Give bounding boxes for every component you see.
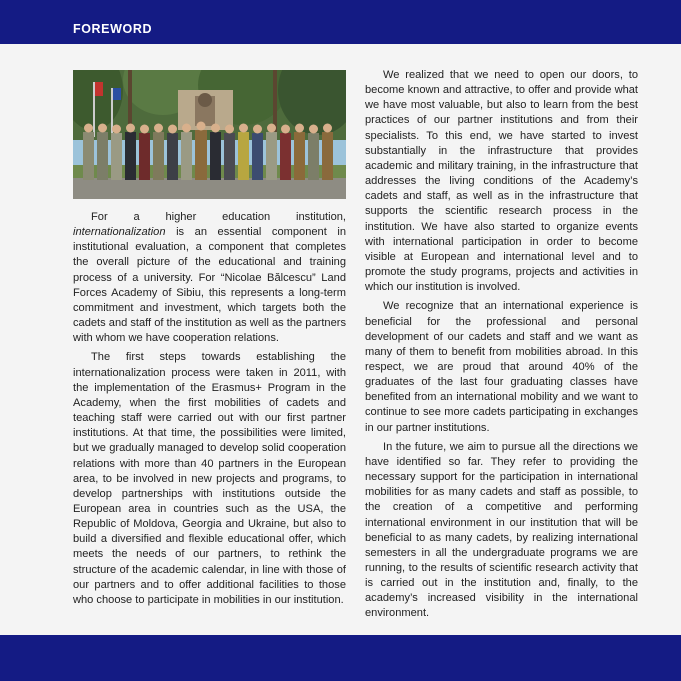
group-photo — [73, 70, 346, 199]
left-paragraph-2: The first steps towards establishing the internationalization process were taken in 2011, with the implementation of the Erasmus+ Program in the Academy, when the first mobilities of cadets and teaching staff were carried out with our first partner institutions. At that time, the possibilities were limited, but we gradually managed to develop solid cooperation relations with more than 40 partners in the European area, to be involved in new projects and programs, to develop partnerships with institutions outside the European area in countries such as the USA, the Republic of Moldova, Georgia and Ukraine, but also to build a diversified and flexible educational offer, which meets the needs of our partners, to rethink the structure of the academic calendar, in line with those of our partners and to offer additional facilities to those who choose to participate in mobilities in our institution. — [73, 351, 346, 606]
footer-bar — [0, 635, 681, 681]
page-title: FOREWORD — [73, 22, 153, 36]
left-paragraph-1: For a higher education institution, internationalization is an essential component in institutional evaluation, a component that completes the overall picture of the educational and training process of a university. For “Nicolae Bălcescu” Land Forces Academy of Sibiu, this represents a long-term commitment and investment, which targets both the cadets and staff of the institution as well as the partners with whom we have cooperation relations. — [73, 211, 346, 345]
right-column — [365, 68, 638, 622]
right-paragraph-3: In the future, we aim to pursue all the directions we have identified so far. They refer to providing the necessary support for the participation in international mobilities for as many cadets and staff as possible, to the creation of a competitive and performing international environment in our institution that will be beneficial to as many cadets, by realizing international semesters in all the undergraduate programs we are running, to the results of scientific research activity that is carried out in the institution and, finally, to the academy’s increased visibility in the international environment. — [365, 440, 638, 620]
right-paragraph-2: We recognize that an international experience is beneficial for the professional and personal development of our cadets and staff and we want as many of them to benefit from mobilities abroad. In this respect, we are proud that around 40% of the graduates of the last four graduating classes have benefited from an international mobility and we want to continue to see more cadets participating in exchanges in our partner institutions. — [365, 300, 638, 434]
left-column — [73, 210, 346, 608]
right-paragraph-1: We realized that we need to open our doors, to become known and attractive, to offer and provide what we have most valuable, but also to learn from the best practices of our partner institutions and from their specialists. To this end, we have started to invest substantially in the infrastructure that provides academic and military training, in the infrastructure that addresses the living conditions of the Academy’s cadets and staff, as well as in the infrastructure that supports the scientific research process in the institution. We have also started to organize events with international participation in order to become visible at European and international level and to promote the study programs, projects and activities in which our institution is involved. — [365, 69, 638, 294]
